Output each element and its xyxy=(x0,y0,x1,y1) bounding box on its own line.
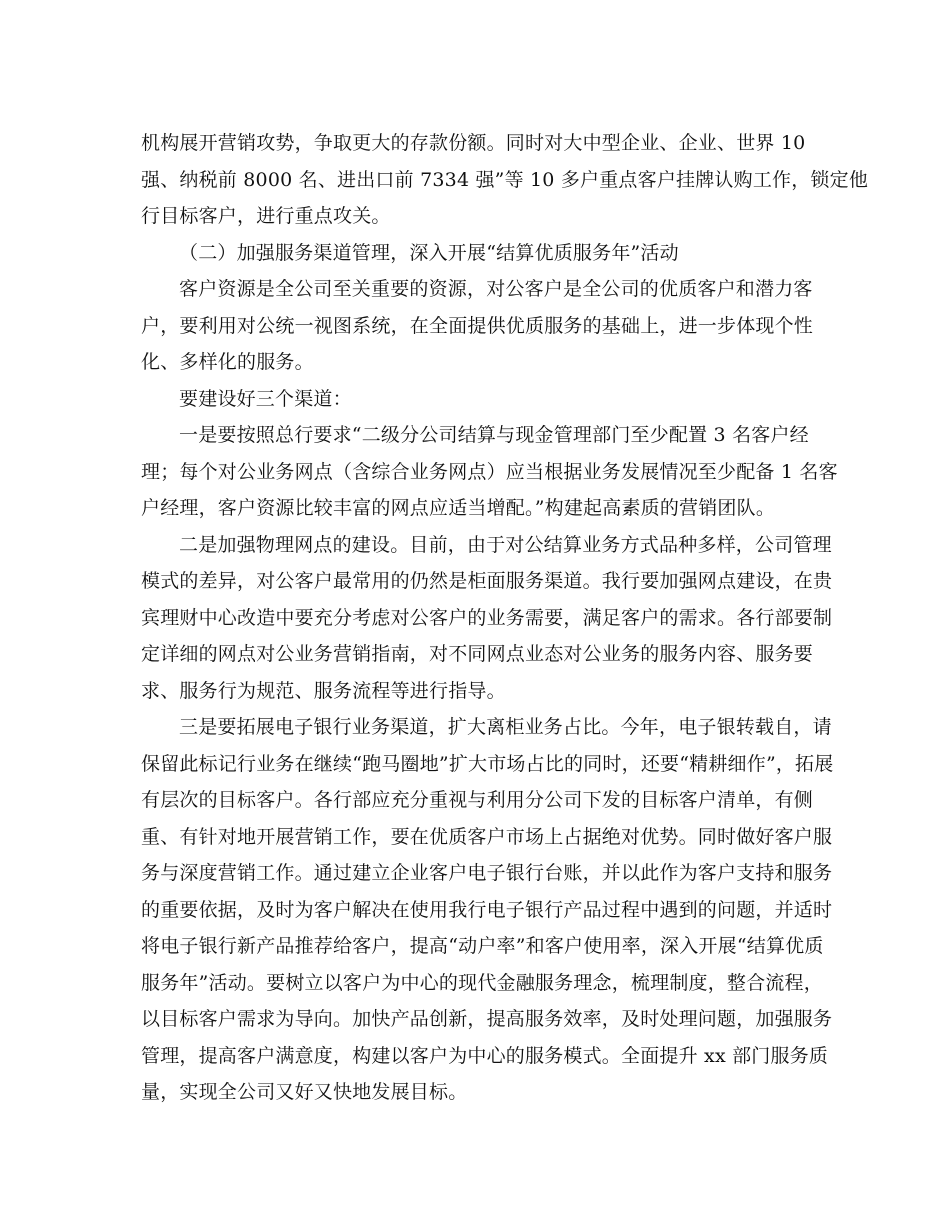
text-line: 定详细的网点对公业务营销指南，对不同网点业态对公业务的服务内容、服务要 xyxy=(141,643,814,665)
text-line: 三是要拓展电子银行业务渠道，扩大离柜业务占比。今年，电子银转载自，请 xyxy=(179,716,832,738)
text-line: 管理，提高客户满意度，构建以客户为中心的服务模式。全面提升 xx 部门服务质 xyxy=(141,1044,829,1067)
text-line: 二是加强物理网点的建设。目前，由于对公结算业务方式品种多样，公司管理 xyxy=(179,533,832,556)
text-line: 求、服务行为规范、服务流程等进行指导。 xyxy=(141,679,506,702)
text-line: 以目标客户需求为导向。加快产品创新，提高服务效率，及时处理问题，加强服务 xyxy=(141,1008,833,1030)
text-line: 将电子银行新产品推荐给客户，提高“动户率”和客户使用率，深入开展“结算优质 xyxy=(141,935,824,957)
text-line: 强、纳税前 8000 名、进出口前 7334 强”等 10 多户重点客户挂牌认购工作，锁定他 xyxy=(141,168,869,191)
text-line: 宾理财中心改造中要充分考虑对公客户的业务需要，满足客户的需求。各行部要制 xyxy=(141,606,833,629)
text-line: 量，实现全公司又好又快地发展目标。 xyxy=(141,1081,468,1103)
text-line: 机构展开营销攻势，争取更大的存款份额。同时对大中型企业、企业、世界 10 xyxy=(141,132,806,154)
text-line: 户，要利用对公统一视图系统，在全面提供优质服务的基础上，进一步体现个性 xyxy=(141,314,814,337)
text-line: 理；每个对公业务网点（含综合业务网点）应当根据业务发展情况至少配备 1 名客 xyxy=(141,460,838,483)
text-line: 化、多样化的服务。 xyxy=(141,351,314,373)
document-body xyxy=(141,125,869,1111)
text-line: 客户资源是全公司至关重要的资源，对公客户是全公司的优质客户和潜力客 xyxy=(179,278,813,300)
text-line: （二）加强服务渠道管理，深入开展“结算优质服务年”活动 xyxy=(179,241,679,264)
text-line: 重、有针对地开展营销工作，要在优质客户市场上占据绝对优势。同时做好客户服 xyxy=(141,825,833,848)
text-line: 保留此标记行业务在继续“跑马圈地”扩大市场占比的同时，还要“精耕细作”，拓展 xyxy=(141,752,834,775)
text-line: 行目标客户，进行重点攻关。 xyxy=(141,205,391,227)
text-line: 户经理，客户资源比较丰富的网点应适当增配。”构建起高素质的营销团队。 xyxy=(141,497,776,519)
text-line: 一是要按照总行要求“二级分公司结算与现金管理部门至少配置 3 名客户经 xyxy=(179,424,809,446)
text-line: 要建设好三个渠道： xyxy=(179,387,352,410)
text-line: 的重要依据，及时为客户解决在使用我行电子银行产品过程中遇到的问题，并适时 xyxy=(141,898,833,921)
text-line: 服务年”活动。要树立以客户为中心的现代金融服务理念，梳理制度，整合流程， xyxy=(141,971,823,994)
text-line: 模式的差异，对公客户最常用的仍然是柜面服务渠道。我行要加强网点建设，在贵 xyxy=(141,570,833,592)
text-line: 务与深度营销工作。通过建立企业客户电子银行台账，并以此作为客户支持和服务 xyxy=(141,862,833,884)
text-line: 有层次的目标客户。各行部应充分重视与利用分公司下发的目标客户清单，有侧 xyxy=(141,789,814,811)
